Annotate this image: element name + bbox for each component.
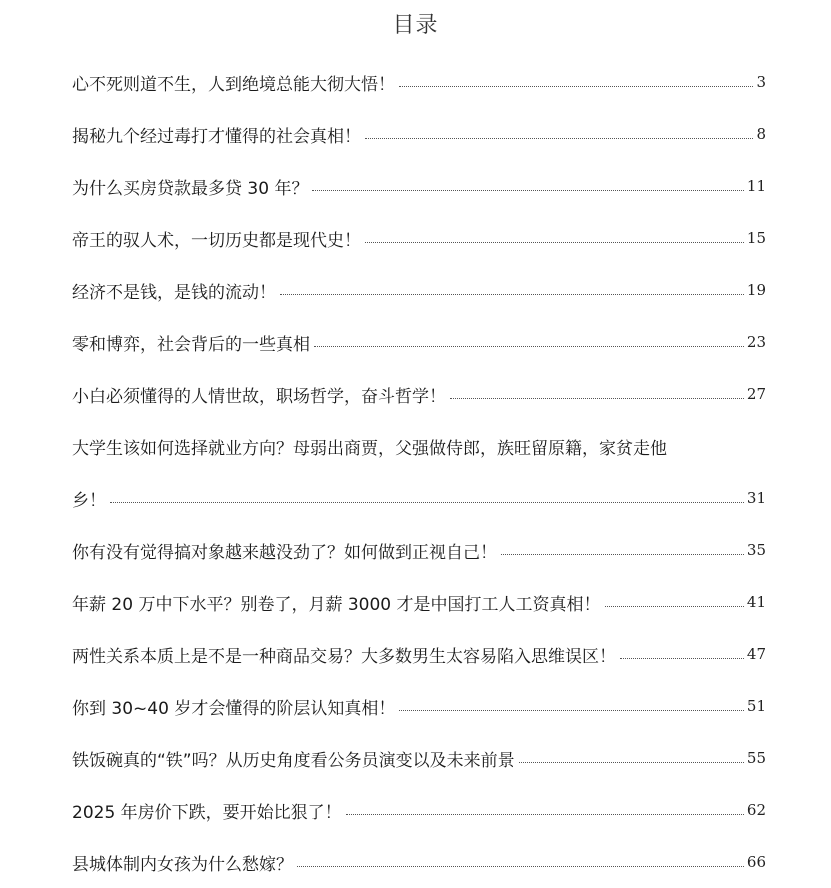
toc-page-number: 41	[746, 593, 766, 611]
dot-leader	[314, 346, 744, 347]
toc-entry[interactable]	[72, 784, 766, 836]
toc-list	[72, 56, 766, 888]
toc-page-number: 66	[746, 853, 766, 871]
toc-page-number: 3	[756, 73, 766, 91]
dot-leader	[297, 866, 744, 867]
toc-page-number: 31	[746, 489, 766, 507]
toc-entry[interactable]	[72, 420, 766, 524]
toc-entry[interactable]	[72, 264, 766, 316]
dot-leader	[110, 502, 744, 503]
toc-entry-title-continued: 乡！	[72, 490, 106, 511]
toc-page-number: 8	[756, 125, 766, 143]
toc-page-number: 23	[746, 333, 766, 351]
toc-entry-title: 年薪 20 万中下水平？别卷了，月薪 3000 才是中国打工人工资真相！	[72, 594, 601, 615]
dot-leader	[450, 398, 744, 399]
dot-leader	[501, 554, 744, 555]
dot-leader	[620, 658, 744, 659]
toc-page-number: 51	[746, 697, 766, 715]
toc-entry[interactable]	[72, 212, 766, 264]
toc-entry-title: 两性关系本质上是不是一种商品交易？大多数男生太容易陷入思维误区！	[72, 646, 616, 667]
toc-entry-title: 经济不是钱，是钱的流动！	[72, 282, 276, 303]
dot-leader	[519, 762, 744, 763]
toc-entry-title: 为什么买房贷款最多贷 30 年？	[72, 178, 309, 199]
toc-entry-title: 县城体制内女孩为什么愁嫁？	[72, 854, 293, 875]
toc-page-number: 11	[746, 177, 766, 195]
toc-title: 目录	[392, 13, 439, 38]
toc-entry[interactable]	[72, 56, 766, 108]
toc-entry-title: 你有没有觉得搞对象越来越没劲了？如何做到正视自己！	[72, 542, 497, 563]
dot-leader	[365, 242, 744, 243]
toc-entry-title: 心不死则道不生，人到绝境总能大彻大悟！	[72, 74, 395, 95]
toc-page-number: 15	[746, 229, 766, 247]
dot-leader	[312, 190, 743, 191]
toc-entry-title: 帝王的驭人术，一切历史都是现代史！	[72, 230, 361, 251]
toc-entry[interactable]	[72, 732, 766, 784]
toc-entry[interactable]	[72, 368, 766, 420]
dot-leader	[346, 814, 744, 815]
toc-entry-title: 你到 30~40 岁才会懂得的阶层认知真相！	[72, 698, 396, 719]
toc-entry-title: 揭秘九个经过毒打才懂得的社会真相！	[72, 126, 361, 147]
toc-entry-title: 零和博弈，社会背后的一些真相	[72, 334, 310, 355]
toc-page-number: 27	[746, 385, 766, 403]
toc-page-number: 62	[746, 801, 766, 819]
dot-leader	[280, 294, 744, 295]
toc-page-number: 55	[746, 749, 766, 767]
toc-entry-title: 小白必须懂得的人情世故，职场哲学，奋斗哲学！	[72, 386, 446, 407]
toc-entry[interactable]	[72, 316, 766, 368]
dot-leader	[399, 86, 753, 87]
toc-page-number: 35	[746, 541, 766, 559]
toc-page-number: 19	[746, 281, 766, 299]
dot-leader	[365, 138, 753, 139]
toc-entry[interactable]	[72, 524, 766, 576]
toc-entry[interactable]	[72, 108, 766, 160]
toc-entry[interactable]	[72, 680, 766, 732]
toc-entry[interactable]	[72, 160, 766, 212]
toc-entry[interactable]	[72, 628, 766, 680]
dot-leader	[605, 606, 744, 607]
toc-entry[interactable]	[72, 576, 766, 628]
toc-entry[interactable]	[72, 836, 766, 888]
toc-entry-title: 铁饭碗真的“铁”吗？从历史角度看公务员演变以及未来前景	[72, 750, 515, 771]
toc-entry-title: 大学生该如何选择就业方向？母弱出商贾，父强做侍郎，族旺留原籍，家贫走他	[72, 438, 667, 459]
toc-entry-title: 2025 年房价下跌，要开始比狠了！	[72, 802, 342, 823]
toc-page-number: 47	[746, 645, 766, 663]
dot-leader	[399, 710, 744, 711]
